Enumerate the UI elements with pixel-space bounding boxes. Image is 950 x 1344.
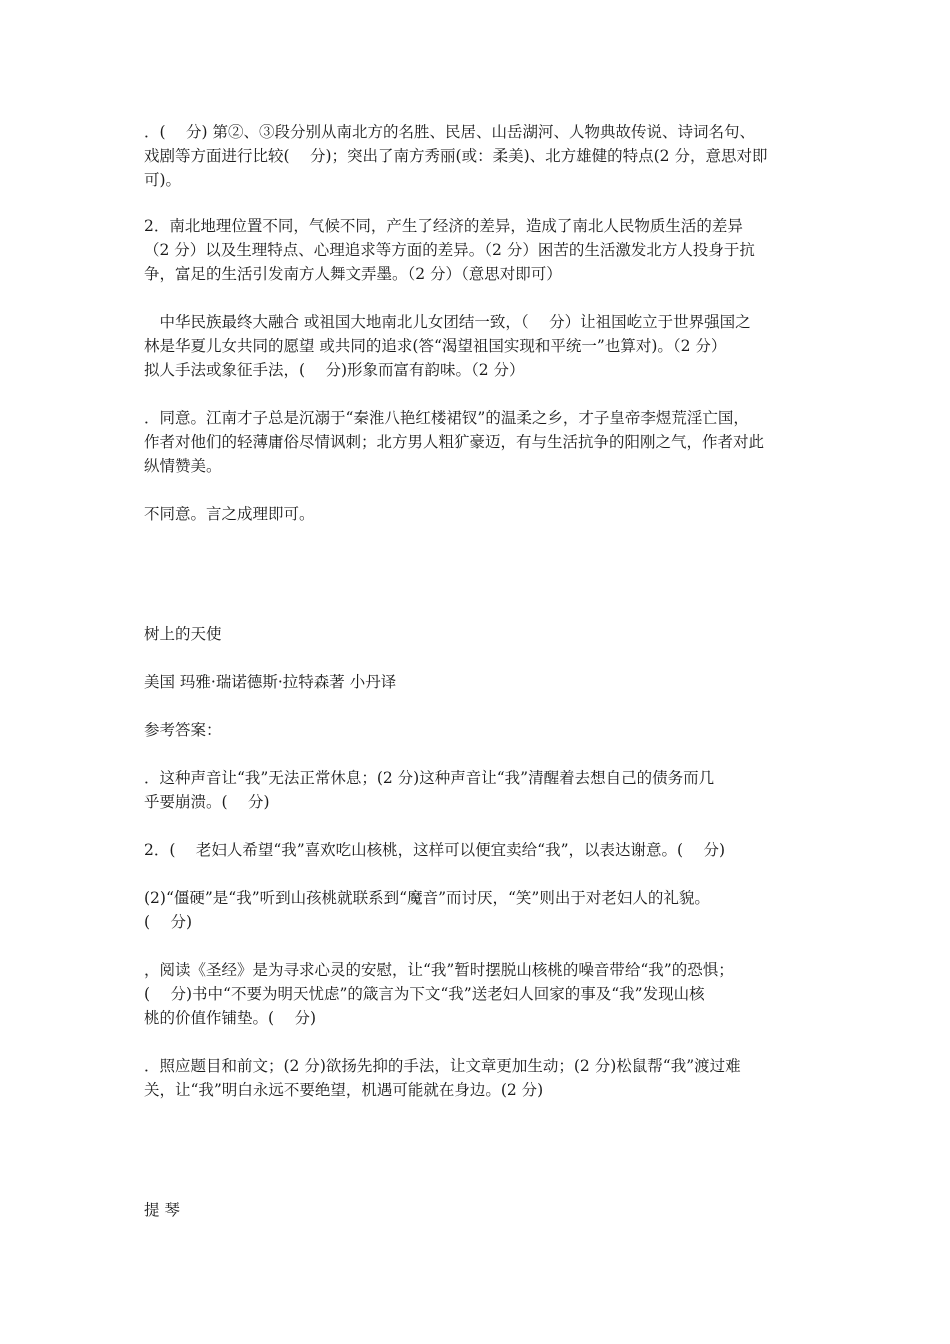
text-line: 美国 玛雅·瑞诺德斯·拉特森著 小丹译 bbox=[144, 673, 397, 691]
text-line: 乎要崩溃。( 分) bbox=[144, 793, 270, 811]
answer-paragraph-7 bbox=[144, 838, 812, 862]
text-line: 关，让“我”明白永远不要绝望，机遇可能就在身边。(2 分) bbox=[144, 1081, 544, 1099]
text-line: 桃的价值作铺垫。( 分) bbox=[144, 1009, 317, 1027]
answer-paragraph-1 bbox=[144, 120, 812, 192]
next-section-title bbox=[144, 1198, 812, 1222]
text-line: ．照应题目和前文；(2 分)欲扬先抑的手法，让文章更加生动；(2 分)松鼠帮“我”渡过难 bbox=[144, 1057, 741, 1075]
answer-paragraph-8 bbox=[144, 886, 812, 934]
text-line: ．( 分) 第②、③段分别从南北方的名胜、民居、山岳湖河、人物典故传说、诗词名句、 bbox=[144, 123, 755, 141]
title-line: 树上的天使 bbox=[144, 625, 222, 643]
reference-answers-heading bbox=[144, 718, 812, 742]
text-line: 2．南北地理位置不同，气候不同，产生了经济的差异，造成了南北人民物质生活的差异 bbox=[144, 217, 743, 235]
text-line: 争，富足的生活引发南方人舞文弄墨。（2 分）（意思对即可） bbox=[144, 265, 562, 283]
answer-paragraph-9 bbox=[144, 958, 812, 1030]
answer-paragraph-2 bbox=[144, 214, 812, 286]
text-line: (2)“僵硬”是“我”听到山孩桃就联系到“魔音”而讨厌，“笑”则出于对老妇人的礼貌。 bbox=[144, 889, 710, 907]
text-line: 作者对他们的轻薄庸俗尽情讽刺；北方男人粗犷豪迈，有与生活抗争的阳刚之气，作者对此 bbox=[144, 433, 765, 451]
text-line: 中华民族最终大融合 或祖国大地南北儿女团结一致，（ 分）让祖国屹立于世界强国之 bbox=[144, 313, 751, 331]
answer-paragraph-6 bbox=[144, 766, 812, 814]
text-line: 不同意。言之成理即可。 bbox=[144, 505, 315, 523]
text-line: ( 分) bbox=[144, 913, 193, 931]
text-line: 戏剧等方面进行比较( 分)；突出了南方秀丽(或：柔美)、北方雄健的特点(2 分，意思对即 bbox=[144, 147, 768, 165]
answer-paragraph-4 bbox=[144, 406, 812, 478]
text-line: 参考答案： bbox=[144, 721, 222, 739]
text-line: 拟人手法或象征手法，( 分)形象而富有韵味。（2 分） bbox=[144, 361, 525, 379]
text-line: 纵情赞美。 bbox=[144, 457, 222, 475]
author-line bbox=[144, 670, 812, 694]
text-line: ．同意。江南才子总是沉溺于“秦淮八艳红楼裙钗”的温柔之乡，才子皇帝李煜荒淫亡国， bbox=[144, 409, 749, 427]
text-line: 2．( 老妇人希望“我”喜欢吃山核桃，这样可以便宜卖给“我”，以表达谢意。( 分) bbox=[144, 841, 726, 859]
text-line: 林是华夏儿女共同的愿望 或共同的追求(答“渴望祖国实现和平统一”也算对)。（2 分） bbox=[144, 337, 727, 355]
title-line: 提 琴 bbox=[144, 1201, 180, 1219]
answer-paragraph-5 bbox=[144, 502, 812, 526]
answer-paragraph-3 bbox=[144, 310, 812, 382]
text-line: ．这种声音让“我”无法正常休息；(2 分)这种声音让“我”清醒着去想自己的债务而几 bbox=[144, 769, 715, 787]
section-title bbox=[144, 622, 812, 646]
text-line: （2 分）以及生理特点、心理追求等方面的差异。（2 分）困苦的生活激发北方人投身于抗 bbox=[144, 241, 755, 259]
answer-paragraph-10 bbox=[144, 1054, 812, 1102]
text-line: ，阅读《圣经》是为寻求心灵的安慰，让“我”暂时摆脱山核桃的噪音带给“我”的恐惧； bbox=[144, 961, 734, 979]
text-line: ( 分)书中“不要为明天忧虑”的箴言为下文“我”送老妇人回家的事及“我”发现山核 bbox=[144, 985, 705, 1003]
text-line: 可)。 bbox=[144, 171, 182, 189]
